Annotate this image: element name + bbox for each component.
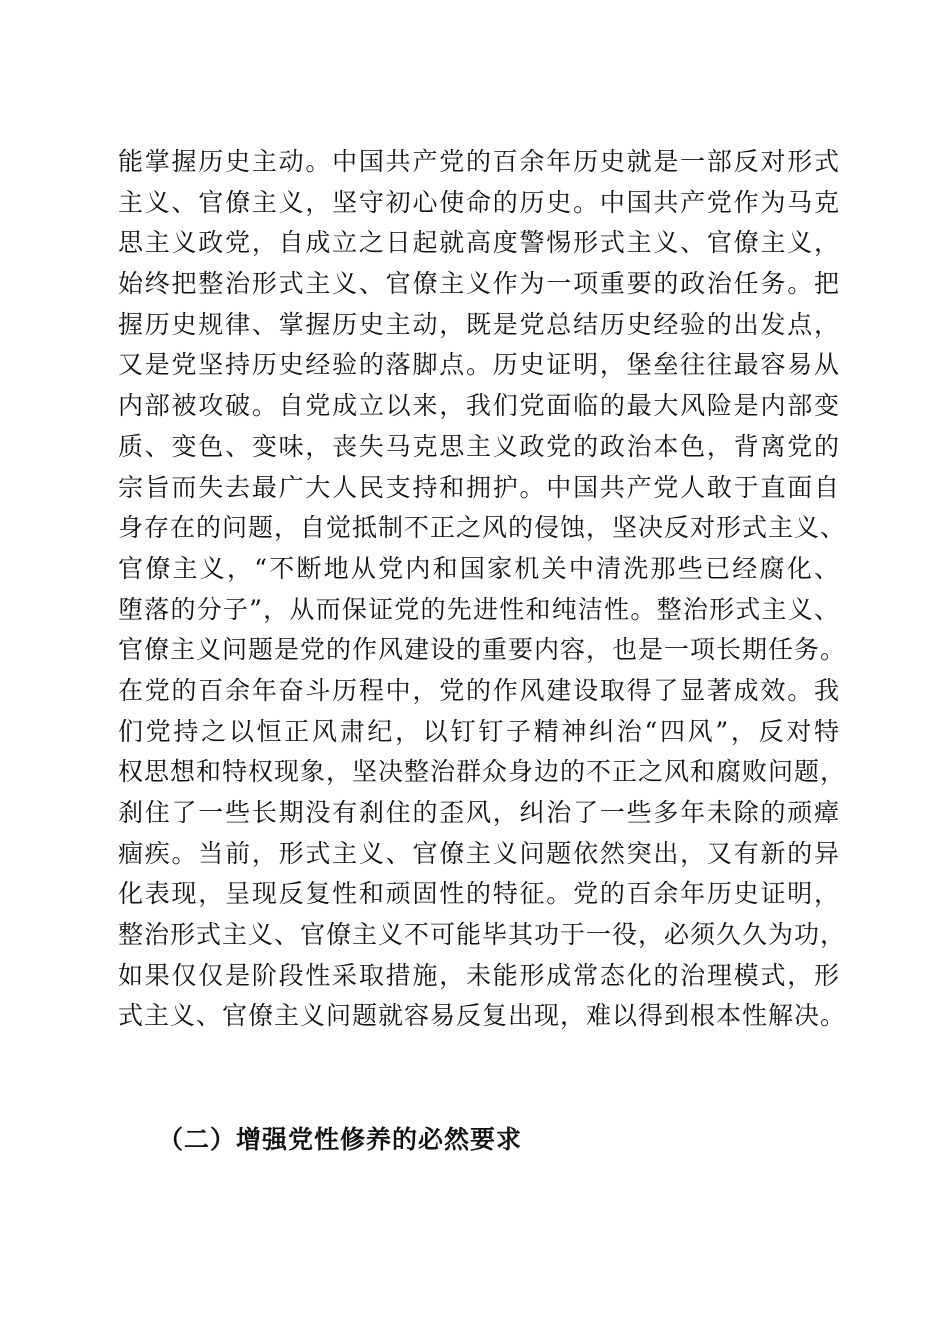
body-paragraph (118, 142, 847, 1037)
text-line: 式主义、官僚主义问题就容易反复出现，难以得到根本性解决。 (118, 1001, 847, 1031)
text-line: 又是党坚持历史经验的落脚点。历史证明，堡垒往往最容易从 (118, 350, 840, 380)
text-line: 质、变色、变味，丧失马克思主义政党的政治本色，背离党的 (118, 431, 840, 461)
text-line: 如果仅仅是阶段性采取措施，未能形成常态化的治理模式，形 (118, 960, 840, 990)
text-line: 内部被攻破。自党成立以来，我们党面临的最大风险是内部变 (118, 391, 840, 421)
text-line: 主义、官僚主义，坚守初心使命的历史。中国共产党作为马克 (118, 187, 840, 217)
text-line: 堕落的分子”，从而保证党的先进性和纯洁性。整治形式主义、 (118, 594, 840, 624)
text-line: 官僚主义，“不断地从党内和国家机关中清洗那些已经腐化、 (118, 553, 840, 583)
text-line: 握历史规律、掌握历史主动，既是党总结历史经验的出发点， (118, 309, 840, 339)
text-line: 权思想和特权现象，坚决整治群众身边的不正之风和腐败问题， (118, 757, 847, 787)
text-line: 官僚主义问题是党的作风建设的重要内容，也是一项长期任务。 (118, 635, 847, 665)
text-line: 化表现，呈现反复性和顽固性的特征。党的百余年历史证明， (118, 879, 840, 909)
text-line: 在党的百余年奋斗历程中，党的作风建设取得了显著成效。我 (118, 675, 840, 705)
text-line: 思主义政党，自成立之日起就高度警惕形式主义、官僚主义， (118, 228, 840, 258)
text-line: 刹住了一些长期没有刹住的歪风，纠治了一些多年未除的顽瘴 (118, 798, 840, 827)
text-line: 宗旨而失去最广大人民支持和拥护。中国共产党人敢于直面自 (118, 472, 840, 502)
text-line: 身存在的问题，自觉抵制不正之风的侵蚀，坚决反对形式主义、 (118, 513, 847, 543)
text-line: 们党持之以恒正风肃纪，以钉钉子精神纠治“四风”，反对特 (118, 716, 840, 746)
text-line: 整治形式主义、官僚主义不可能毕其功于一役，必须久久为功， (118, 920, 847, 950)
text-line: 痼疾。当前，形式主义、官僚主义问题依然突出，又有新的异 (118, 838, 840, 868)
text-line: 能掌握历史主动。中国共产党的百余年历史就是一部反对形式 (118, 147, 840, 176)
text-line: 始终把整治形式主义、官僚主义作为一项重要的政治任务。把 (118, 269, 840, 299)
section-heading: （二）增强党性修养的必然要求 (158, 1125, 523, 1154)
